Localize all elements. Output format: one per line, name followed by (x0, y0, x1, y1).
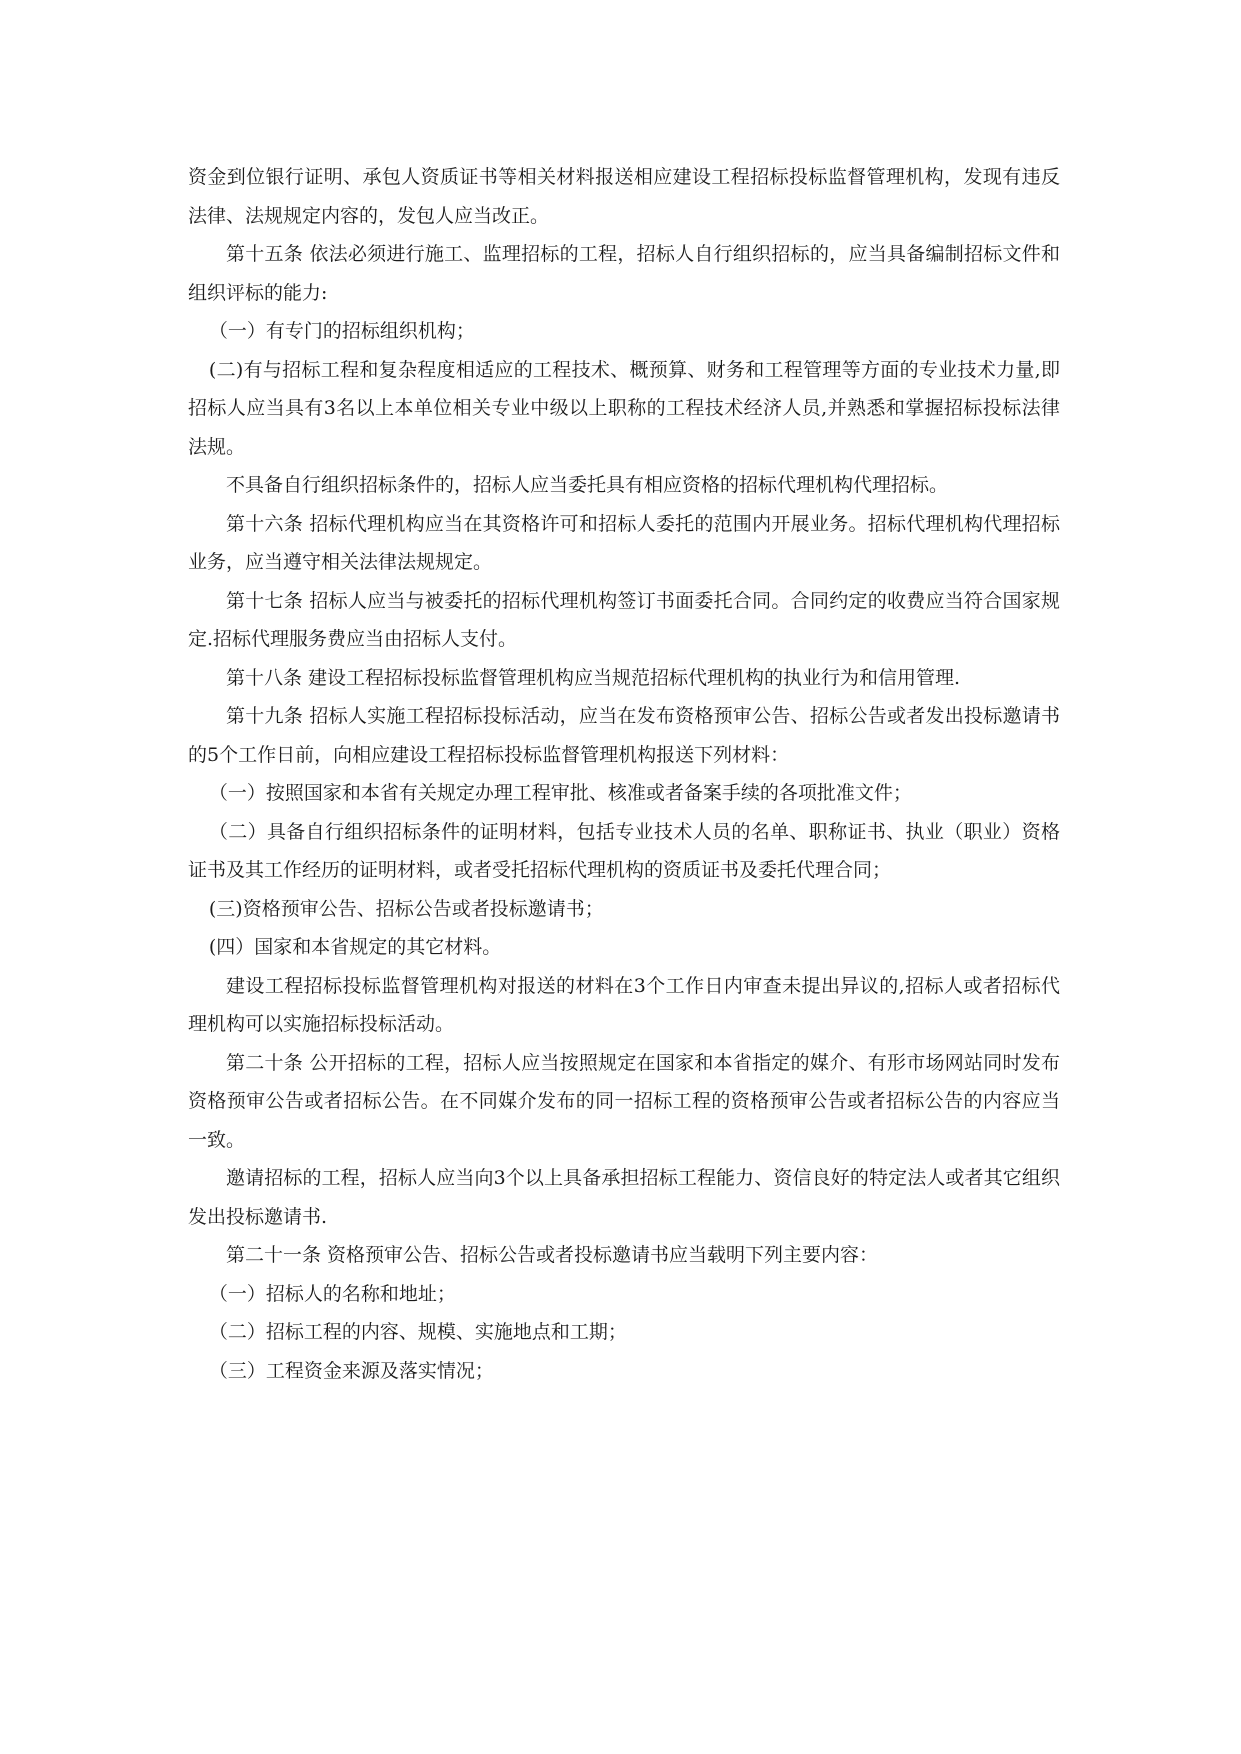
article-18: 第十八条 建设工程招标投标监督管理机构应当规范招标代理机构的执业行为和信用管理. (226, 666, 961, 689)
paragraph: 邀请招标的工程，招标人应当向3个以上具备承担招标工程能力、资信良好的特定法人或者其它组织发出投标邀请书. (188, 1167, 1060, 1228)
article-19: 第十九条 招标人实施工程招标投标活动，应当在发布资格预审公告、招标公告或者发出投标邀请书的5个工作日前，向相应建设工程招标投标监督管理机构报送下列材料： (188, 705, 1060, 766)
paragraph: 资金到位银行证明、承包人资质证书等相关材料报送相应建设工程招标投标监督管理机构，发现有违反法律、法规规定内容的，发包人应当改正。 (188, 166, 1060, 227)
paragraph: 不具备自行组织招标条件的，招标人应当委托具有相应资格的招标代理机构代理招标。 (226, 474, 949, 496)
article-16: 第十六条 招标代理机构应当在其资格许可和招标人委托的范围内开展业务。招标代理机构代理招标业务，应当遵守相关法律法规规定。 (188, 512, 1060, 573)
article-20: 第二十条 公开招标的工程，招标人应当按照规定在国家和本省指定的媒介、有形市场网站同时发布资格预审公告或者招标公告。在不同媒介发布的同一招标工程的资格预审公告或者招标公告的内容应当一致。 (188, 1051, 1060, 1151)
list-item: （三）工程资金来源及落实情况； (208, 1359, 494, 1382)
article-21: 第二十一条 资格预审公告、招标公告或者投标邀请书应当载明下列主要内容： (226, 1244, 879, 1266)
paragraph: 建设工程招标投标监督管理机构对报送的材料在3个工作日内审查未提出异议的,招标人或者招标代理机构可以实施招标投标活动。 (188, 974, 1060, 1035)
list-item: （二）具备自行组织招标条件的证明材料，包括专业技术人员的名单、职称证书、执业（职业）资格证书及其工作经历的证明材料，或者受托招标代理机构的资质证书及委托代理合同； (188, 820, 1060, 881)
list-item: （一）招标人的名称和地址； (208, 1282, 456, 1305)
list-item: （一）按照国家和本省有关规定办理工程审批、核准或者备案手续的各项批准文件； (208, 782, 912, 804)
article-17: 第十七条 招标人应当与被委托的招标代理机构签订书面委托合同。合同约定的收费应当符合国家规定.招标代理服务费应当由招标人支付。 (188, 589, 1060, 650)
list-item: （一）有专门的招标组织机构； (208, 320, 475, 342)
list-item: (四）国家和本省规定的其它材料。 (208, 936, 502, 958)
document-body (188, 158, 1060, 1390)
list-item: （二）招标工程的内容、规模、实施地点和工期； (208, 1321, 627, 1343)
article-15: 第十五条 依法必须进行施工、监理招标的工程，招标人自行组织招标的，应当具备编制招标文件和组织评标的能力: (188, 243, 1060, 304)
list-item: (二)有与招标工程和复杂程度相适应的工程技术、概预算、财务和工程管理等方面的专业技术力量,即招标人应当具有3名以上本单位相关专业中级以上职称的工程技术经济人员,并熟悉和掌握招标投标法律法规。 (188, 358, 1060, 458)
list-item: (三)资格预审公告、招标公告或者投标邀请书； (208, 897, 604, 920)
